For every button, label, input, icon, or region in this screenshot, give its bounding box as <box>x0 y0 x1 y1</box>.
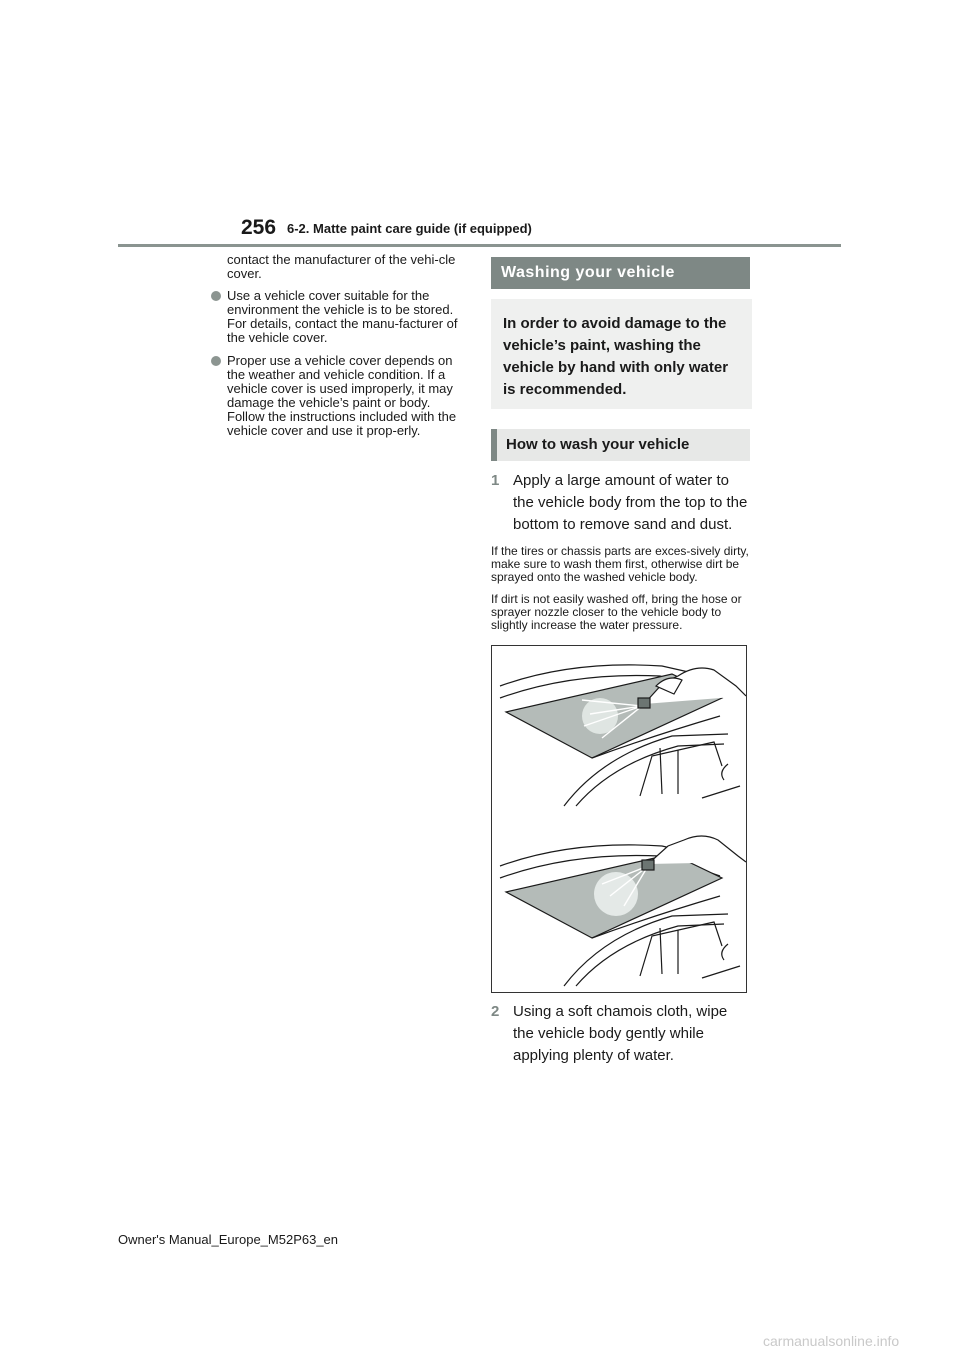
washing-illustration <box>491 645 747 993</box>
footer-text: Owner's Manual_Europe_M52P63_en <box>118 1232 339 1247</box>
watermark: carmanualsonline.info <box>763 1333 900 1349</box>
bullet-item <box>211 289 469 345</box>
step-text: Apply a large amount of water to the vehicle body from the top to the bottom to remove sand and dust. <box>513 472 748 533</box>
header-rule <box>118 244 841 247</box>
page-number: 256 <box>241 216 277 239</box>
step-number: 1 <box>491 472 500 489</box>
bullet-icon <box>211 356 221 366</box>
section-heading: Washing your vehicle <box>491 257 750 289</box>
step-text: Using a soft chamois cloth, wipe the vehicle body gently while applying plenty of water. <box>513 1003 728 1064</box>
section-title: 6-2. Matte paint care guide (if equipped) <box>287 221 532 236</box>
step-1 <box>491 470 752 536</box>
note-text: If the tires or chassis parts are exces-sively dirty, make sure to wash them first, otherwise dirt be sprayed onto the washed vehicle body. <box>491 544 749 584</box>
step-2 <box>491 1001 752 1067</box>
left-column <box>211 253 469 447</box>
step-number: 2 <box>491 1003 500 1020</box>
sub-heading-text: How to wash your vehicle <box>506 436 690 453</box>
bottom-panel <box>500 836 746 986</box>
bullet-item <box>211 354 469 438</box>
top-panel <box>500 665 746 806</box>
bullet-icon <box>211 291 221 301</box>
bullet-text: Proper use a vehicle cover depends on the weather and vehicle condition. If a vehicle cover is used improperly, it may damage the vehicle’s paint or body. Follow the instructions included with the vehicle cover and use it prop-erly. <box>227 353 457 438</box>
note-text: If dirt is not easily washed off, bring the hose or sprayer nozzle closer to the vehicle body to slightly increase the water pressure. <box>491 592 742 632</box>
car-roof-washing-image <box>492 646 747 993</box>
sub-heading <box>491 429 750 461</box>
right-column <box>491 257 752 1067</box>
continuation-text: contact the manufacturer of the vehi-cle cover. <box>227 252 456 281</box>
intro-box: In order to avoid damage to the vehicle’s paint, washing the vehicle by hand with only water is recommended. <box>491 299 752 409</box>
bullet-text: Use a vehicle cover suitable for the environment the vehicle is to be stored. For details, contact the manu-facturer of the vehicle cover. <box>227 288 458 345</box>
